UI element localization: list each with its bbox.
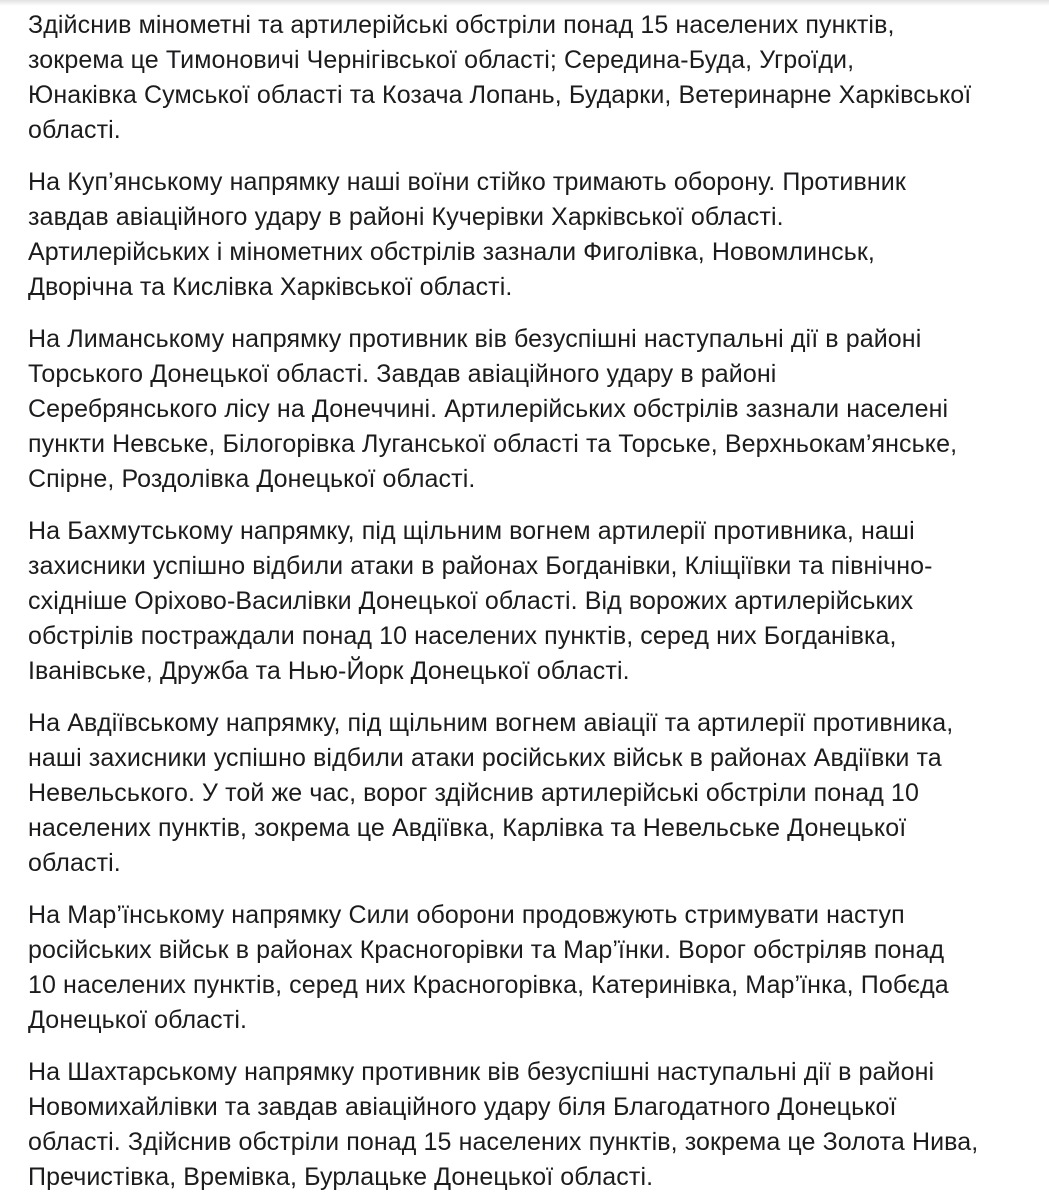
text-line: східніше Оріхово-Василівки Донецької області. Від ворожих артилерійських [28, 587, 914, 615]
text-line: області. Здійснив обстріли понад 15 населених пунктів, зокрема це Золота Нива, [28, 1128, 979, 1156]
text-line: На Мар’їнському напрямку Сили оборони продовжують стримувати наступ [28, 901, 905, 929]
text-line: Спірне, Роздолівка Донецької області. [28, 465, 476, 493]
report-paragraph-6 [28, 898, 1023, 1038]
text-line: завдав авіаційного удару в районі Кучерівки Харківської області. [28, 203, 784, 231]
text-line: На Лиманському напрямку противник вів безуспішні наступальні дії в районі [28, 325, 922, 353]
text-line: Дворічна та Кислівка Харківської області. [28, 273, 513, 301]
text-line: Іванівське, Дружба та Нью-Йорк Донецької області. [28, 657, 630, 685]
text-line: 10 населених пунктів, серед них Красногорівка, Катеринівка, Мар’їнка, Побєда [28, 971, 949, 999]
text-line: області. [28, 116, 121, 144]
report-paragraph-7 [28, 1055, 1023, 1195]
text-line: Невельського. У той же час, ворог здійснив артилерійські обстріли понад 10 [28, 779, 919, 807]
text-line: зокрема це Тимоновичі Чернігівської області; Середина-Буда, Угроїди, [28, 46, 855, 74]
text-line: На Авдіївському напрямку, під щільним вогнем авіації та артилерії противника, [28, 709, 954, 737]
text-line: Донецької області. [28, 1006, 248, 1034]
text-line: російських військ в районах Красногорівки та Мар’їнки. Ворог обстріляв понад [28, 936, 945, 964]
text-line: На Куп’янському напрямку наші воїни стійко тримають оборону. Противник [28, 168, 906, 196]
text-line: області. [28, 849, 121, 877]
text-line: Артилерійських і мінометних обстрілів зазнали Фиголівка, Новомлинськ, [28, 238, 875, 266]
text-line: Здійснив мінометні та артилерійські обстріли понад 15 населених пунктів, [28, 11, 895, 39]
report-paragraph-4 [28, 514, 1023, 689]
text-line: Торського Донецької області. Завдав авіаційного удару в районі [28, 360, 777, 388]
text-line: Юнаківка Сумської області та Козача Лопань, Бударки, Ветеринарне Харківської [28, 81, 972, 109]
text-line: Пречистівка, Времівка, Бурлацьке Донецької області. [28, 1163, 654, 1191]
text-line: наші захисники успішно відбили атаки російських військ в районах Авдіївки та [28, 744, 942, 772]
text-line: На Шахтарському напрямку противник вів безуспішні наступальні дії в районі [28, 1058, 935, 1086]
text-line: обстрілів постраждали понад 10 населених пунктів, серед них Богданівка, [28, 622, 897, 650]
report-paragraph-3 [28, 322, 1023, 497]
text-line: населених пунктів, зокрема це Авдіївка, Карлівка та Невельське Донецької [28, 814, 907, 842]
text-line: Серебрянського лісу на Донеччині. Артилерійських обстрілів зазнали населені [28, 395, 949, 423]
report-paragraph-1 [28, 8, 1023, 148]
text-line: пункти Невське, Білогорівка Луганської області та Торське, Верхньокам’янське, [28, 430, 958, 458]
report-paragraph-5 [28, 706, 1023, 881]
text-line: На Бахмутському напрямку, під щільним вогнем артилерії противника, наші [28, 517, 915, 545]
text-line: Новомихайлівки та завдав авіаційного удару біля Благодатного Донецької [28, 1093, 897, 1121]
report-paragraph-2 [28, 165, 1023, 305]
text-line: захисники успішно відбили атаки в районах Богданівки, Кліщіївки та північно- [28, 552, 933, 580]
